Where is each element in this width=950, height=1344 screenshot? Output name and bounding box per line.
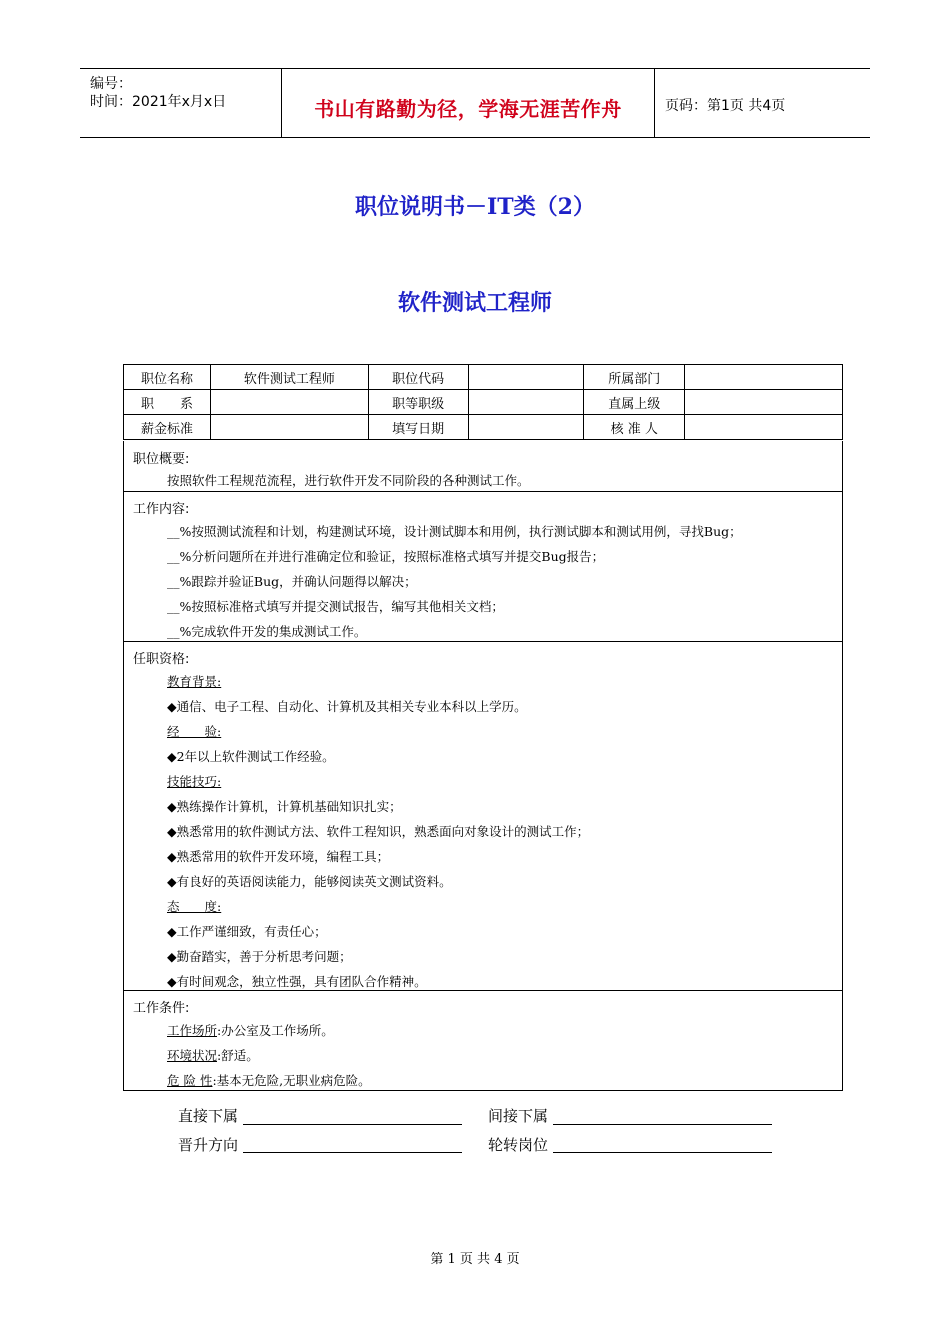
position-info-table bbox=[123, 364, 843, 440]
number-label: 编号： bbox=[90, 76, 132, 92]
page-label: 页码：第1页 共4页 bbox=[665, 98, 786, 114]
table-row bbox=[124, 415, 843, 440]
cell-value: 软件测试工程师 bbox=[210, 365, 368, 390]
overview-heading: 职位概要: bbox=[133, 452, 190, 467]
place-text: :办公室及工作场所。 bbox=[217, 1023, 334, 1038]
header-motto-cell bbox=[281, 69, 655, 137]
overview-text: 按照软件工程规范流程，进行软件开发不同阶段的各种测试工作。 bbox=[167, 473, 530, 488]
education-text: ◆通信、电子工程、自动化、计算机及其相关专业本科以上学历。 bbox=[167, 699, 527, 714]
cell-label: 薪金标准 bbox=[124, 415, 211, 440]
duty-item: __%按照测试流程和计划，构建测试环境，设计测试脚本和用例，执行测试脚本和测试用例，寻找Bug； bbox=[167, 524, 742, 539]
duty-item: __%跟踪并验证Bug，并确认问题得以解决； bbox=[167, 574, 417, 589]
cell-label: 填写日期 bbox=[368, 415, 468, 440]
cell-label: 职位代码 bbox=[368, 365, 468, 390]
cell-label: 职等职级 bbox=[368, 390, 468, 415]
duty-item: __%按照标准格式填写并提交测试报告，编写其他相关文档； bbox=[167, 599, 504, 614]
rotation-label: 轮转岗位 bbox=[488, 1136, 549, 1154]
promotion-line bbox=[243, 1152, 462, 1153]
skill-item: ◆熟悉常用的软件开发环境，编程工具； bbox=[167, 849, 390, 864]
skill-item: ◆有良好的英语阅读能力，能够阅读英文测试资料。 bbox=[167, 874, 452, 889]
indirect-sub-label: 间接下属 bbox=[488, 1107, 549, 1125]
qualifications-section bbox=[123, 641, 843, 991]
attitude-item: ◆有时间观念，独立性强，具有团队合作精神。 bbox=[167, 974, 427, 989]
qualifications-heading: 任职资格: bbox=[133, 652, 190, 667]
env-row bbox=[167, 1046, 259, 1064]
experience-text: ◆2年以上软件测试工作经验。 bbox=[167, 749, 335, 764]
duties-section bbox=[123, 491, 843, 642]
env-text: :舒适。 bbox=[217, 1048, 259, 1063]
cell-value bbox=[210, 390, 368, 415]
position-title: 软件测试工程师 bbox=[397, 290, 552, 316]
cell-value bbox=[685, 415, 843, 440]
cell-label: 职 系 bbox=[124, 390, 211, 415]
risk-row bbox=[167, 1071, 371, 1089]
skill-item: ◆熟悉常用的软件测试方法、软件工程知识，熟悉面向对象设计的测试工作； bbox=[167, 824, 590, 839]
cell-label: 直属上级 bbox=[584, 390, 685, 415]
direct-sub-label: 直接下属 bbox=[178, 1107, 239, 1125]
time-label: 时间：2021年x月x日 bbox=[90, 94, 227, 110]
cell-label: 所属部门 bbox=[584, 365, 685, 390]
skills-label: 技能技巧: bbox=[167, 774, 222, 789]
cell-value bbox=[468, 415, 584, 440]
table-row bbox=[124, 365, 843, 390]
skill-item: ◆熟练操作计算机，计算机基础知识扎实； bbox=[167, 799, 402, 814]
attitude-item: ◆工作严谨细致，有责任心； bbox=[167, 924, 327, 939]
motto: 书山有路勤为径，学海无涯苦作舟 bbox=[314, 97, 622, 121]
risk-label: 危 险 性 bbox=[167, 1073, 213, 1088]
document-header bbox=[80, 68, 870, 138]
header-meta-cell bbox=[80, 69, 280, 137]
attitude-label: 态 度: bbox=[167, 899, 222, 914]
page-footer: 第 1 页 共 4 页 bbox=[430, 1252, 520, 1267]
rotation-line bbox=[553, 1152, 772, 1153]
cell-label: 职位名称 bbox=[124, 365, 211, 390]
duty-item: __%分析问题所在并进行准确定位和验证，按照标准格式填写并提交Bug报告； bbox=[167, 549, 605, 564]
conditions-heading: 工作条件: bbox=[133, 1001, 190, 1016]
duty-item: __%完成软件开发的集成测试工作。 bbox=[167, 624, 367, 639]
overview-section bbox=[123, 441, 843, 492]
cell-value bbox=[210, 415, 368, 440]
cell-label: 核 准 人 bbox=[584, 415, 685, 440]
document-title: 职位说明书－IT类（2） bbox=[355, 194, 595, 220]
duties-heading: 工作内容: bbox=[133, 502, 190, 517]
cell-value bbox=[468, 390, 584, 415]
experience-label: 经 验: bbox=[167, 724, 222, 739]
cell-value bbox=[685, 390, 843, 415]
education-label: 教育背景: bbox=[167, 674, 222, 689]
attitude-item: ◆勤奋踏实，善于分析思考问题； bbox=[167, 949, 352, 964]
conditions-section bbox=[123, 990, 843, 1091]
env-label: 环境状况 bbox=[167, 1048, 218, 1063]
direct-sub-line bbox=[243, 1124, 462, 1125]
risk-text: :基本无危险,无职业病危险。 bbox=[212, 1073, 371, 1088]
header-page-cell bbox=[655, 69, 870, 137]
indirect-sub-line bbox=[553, 1124, 772, 1125]
promotion-label: 晋升方向 bbox=[178, 1136, 239, 1154]
place-row bbox=[167, 1021, 334, 1039]
place-label: 工作场所 bbox=[167, 1023, 218, 1038]
cell-value bbox=[468, 365, 584, 390]
cell-value bbox=[685, 365, 843, 390]
table-row bbox=[124, 390, 843, 415]
